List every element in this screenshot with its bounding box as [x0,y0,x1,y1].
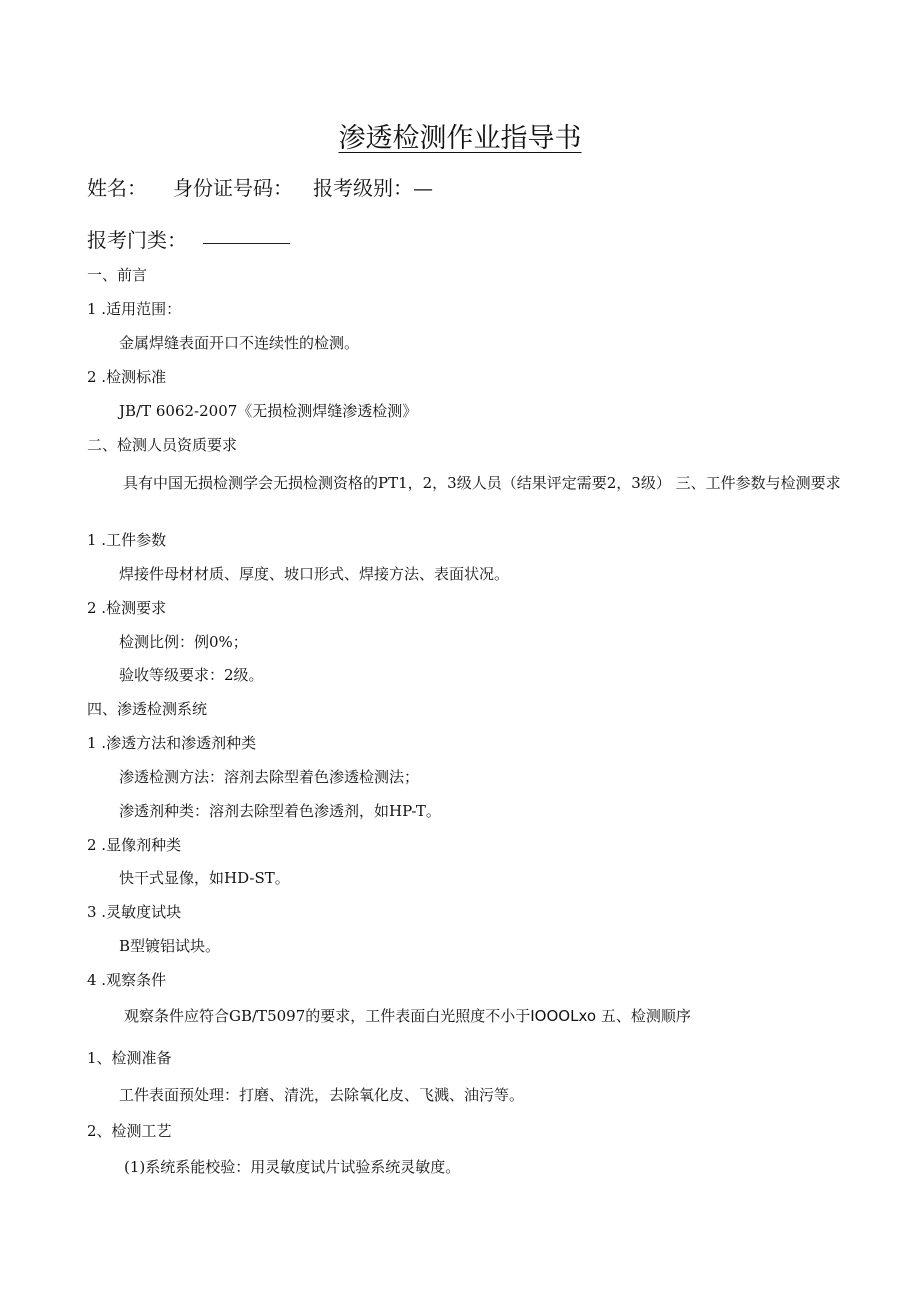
section-4-item-1-text-1: 渗透检测方法：溶剂去除型着色渗透检测法； [119,768,420,786]
section-4-item-1-text-2: 渗透剂种类：溶剂去除型着色渗透剂，如HP-T。 [119,802,441,820]
document-title: 渗透检测作业指导书 [338,123,582,154]
section-3-item-1-text: 焊接件母材材质、厚度、坡口形式、焊接方法、表面状况。 [119,565,510,583]
section-5-item-2: 2、检测工艺 [87,1122,172,1140]
section-4-item-1: 1 .渗透方法和渗透剂种类 [87,734,257,752]
section-4-heading: 四、渗透检测系统 [87,700,208,718]
section-4-item-4-text: 观察条件应符合GB/T5097的要求，工件表面白光照度不小于IOOOLxo 五、检测顺序 [124,1007,691,1025]
section-5-item-2-text: (1)系统系能校验：用灵敏度试片试验系统灵敏度。 [124,1158,461,1176]
section-5-item-1: 1、检测准备 [87,1049,172,1067]
section-1-item-1-text: 金属焊缝表面开口不连续性的检测。 [119,334,360,352]
section-4-item-4: 4 .观察条件 [87,971,167,989]
section-1-item-1: 1 .适用范围： [87,300,182,318]
section-2-heading: 二、检测人员资质要求 [87,436,238,454]
section-1-heading: 一、前言 [87,266,148,284]
section-3-item-2-text-1: 检测比例：例0%； [119,633,248,651]
section-4-item-2-text: 快干式显像，如HD-ST。 [119,869,290,887]
section-4-item-2: 2 .显像剂种类 [87,836,182,854]
section-1-item-2-text: JB/T 6062-2007《无损检测焊缝渗透检测》 [119,402,418,420]
section-3-item-2-text-2: 验收等级要求：2级。 [119,666,264,684]
exam-category-blank [203,243,290,244]
section-5-item-1-text: 工件表面预处理：打磨、清洗，去除氧化皮、飞溅、油污等。 [119,1086,525,1104]
section-4-item-3: 3 .灵敏度试块 [87,903,182,921]
id-number-label: 身份证号码： [173,176,293,200]
section-2-text: 具有中国无损检测学会无损检测资格的PT1，2，3级人员（结果评定需要2，3级） 三、工件参数与检测要求 [123,474,841,492]
section-1-item-2: 2 .检测标准 [87,368,167,386]
section-3-item-2: 2 .检测要求 [87,599,167,617]
section-3-item-1: 1 .工件参数 [87,531,167,549]
exam-level-label: 报考级别：— [313,176,433,200]
section-4-item-3-text: B型镀铝试块。 [119,937,221,955]
exam-category-label: 报考门类： [87,228,187,252]
name-label: 姓名： [87,176,147,200]
